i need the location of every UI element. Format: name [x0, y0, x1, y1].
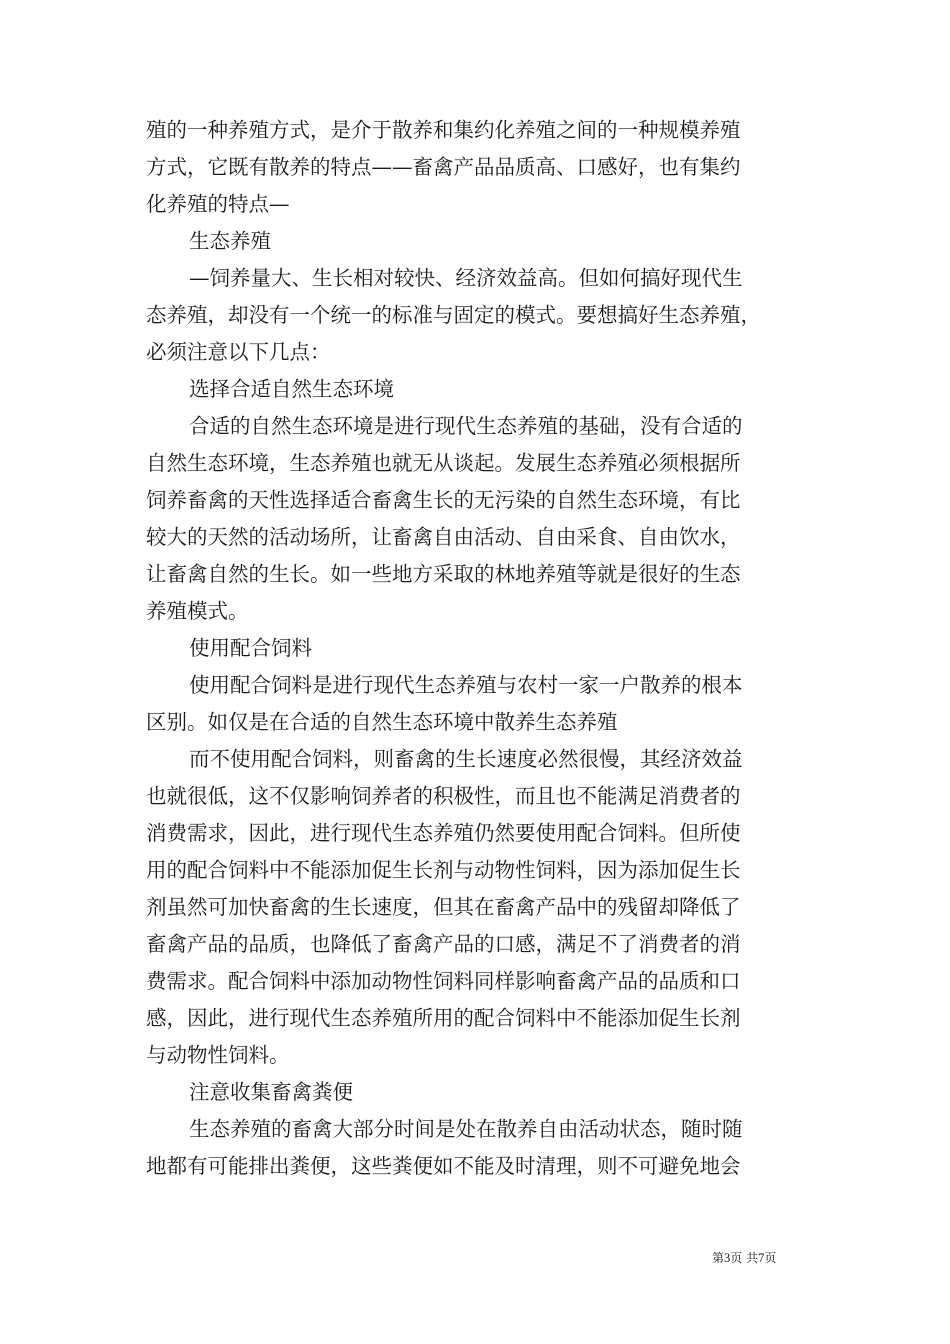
- text-line: 使用配合饲料: [189, 636, 312, 660]
- page-label-prefix: 第: [712, 1251, 725, 1265]
- text-line: 地都有可能排出粪便，这些粪便如不能及时清理，则不可避免地会: [146, 1154, 741, 1178]
- text-line: 必须注意以下几点：: [146, 340, 331, 364]
- total-pages-number: 7: [758, 1251, 765, 1265]
- text-line: 使用配合饲料是进行现代生态养殖与农村一家一户散养的根本: [189, 673, 743, 697]
- document-body: [146, 112, 810, 1185]
- text-line: —饲养量大、生长相对较快、经济效益高。但如何搞好现代生: [189, 266, 743, 290]
- page-footer: [712, 1250, 812, 1266]
- text-line: 殖的一种养殖方式，是介于散养和集约化养殖之间的一种规模养殖: [146, 118, 741, 142]
- text-line: 而不使用配合饲料，则畜禽的生长速度必然很慢，其经济效益: [189, 747, 743, 771]
- text-line: 化养殖的特点—: [146, 192, 290, 216]
- text-line: 生态养殖的畜禽大部分时间是处在散养自由活动状态，随时随: [189, 1117, 743, 1141]
- text-line: 用的配合饲料中不能添加促生长剂与动物性饲料，因为添加促生长: [146, 858, 741, 882]
- text-line: 态养殖，却没有一个统一的标准与固定的模式。要想搞好生态养殖，: [146, 303, 761, 327]
- text-line: 较大的天然的活动场所，让畜禽自由活动、自由采食、自由饮水，: [146, 525, 741, 549]
- text-line: 饲养畜禽的天性选择适合畜禽生长的无污染的自然生态环境，有比: [146, 488, 741, 512]
- text-line: 消费需求，因此，进行现代生态养殖仍然要使用配合饲料。但所使: [146, 821, 741, 845]
- text-line: 养殖模式。: [146, 599, 249, 623]
- text-line: 合适的自然生态环境是进行现代生态养殖的基础，没有合适的: [189, 414, 743, 438]
- current-page-number: 3: [724, 1251, 731, 1265]
- page-label-suffix: 页: [764, 1251, 777, 1265]
- text-line: 与动物性饲料。: [146, 1043, 290, 1067]
- text-line: 剂虽然可加快畜禽的生长速度，但其在畜禽产品中的残留却降低了: [146, 895, 741, 919]
- text-line: 费需求。配合饲料中添加动物性饲料同样影响畜禽产品的品质和口: [146, 969, 741, 993]
- text-line: 感，因此，进行现代生态养殖所用的配合饲料中不能添加促生长剂: [146, 1006, 741, 1030]
- page-label-middle: 页 共: [730, 1251, 759, 1265]
- text-line: 选择合适自然生态环境: [189, 377, 394, 401]
- text-line: 注意收集畜禽粪便: [189, 1080, 353, 1104]
- text-line: 让畜禽自然的生长。如一些地方采取的林地养殖等就是很好的生态: [146, 562, 741, 586]
- text-line: 方式，它既有散养的特点——畜禽产品品质高、口感好，也有集约: [146, 155, 741, 179]
- text-line: 畜禽产品的品质，也降低了畜禽产品的口感，满足不了消费者的消: [146, 932, 741, 956]
- text-line: 生态养殖: [189, 229, 271, 253]
- text-line: 自然生态环境，生态养殖也就无从谈起。发展生态养殖必须根据所: [146, 451, 741, 475]
- text-line: 区别。如仅是在合适的自然生态环境中散养生态养殖: [146, 710, 618, 734]
- text-line: 也就很低，这不仅影响饲养者的积极性，而且也不能满足消费者的: [146, 784, 741, 808]
